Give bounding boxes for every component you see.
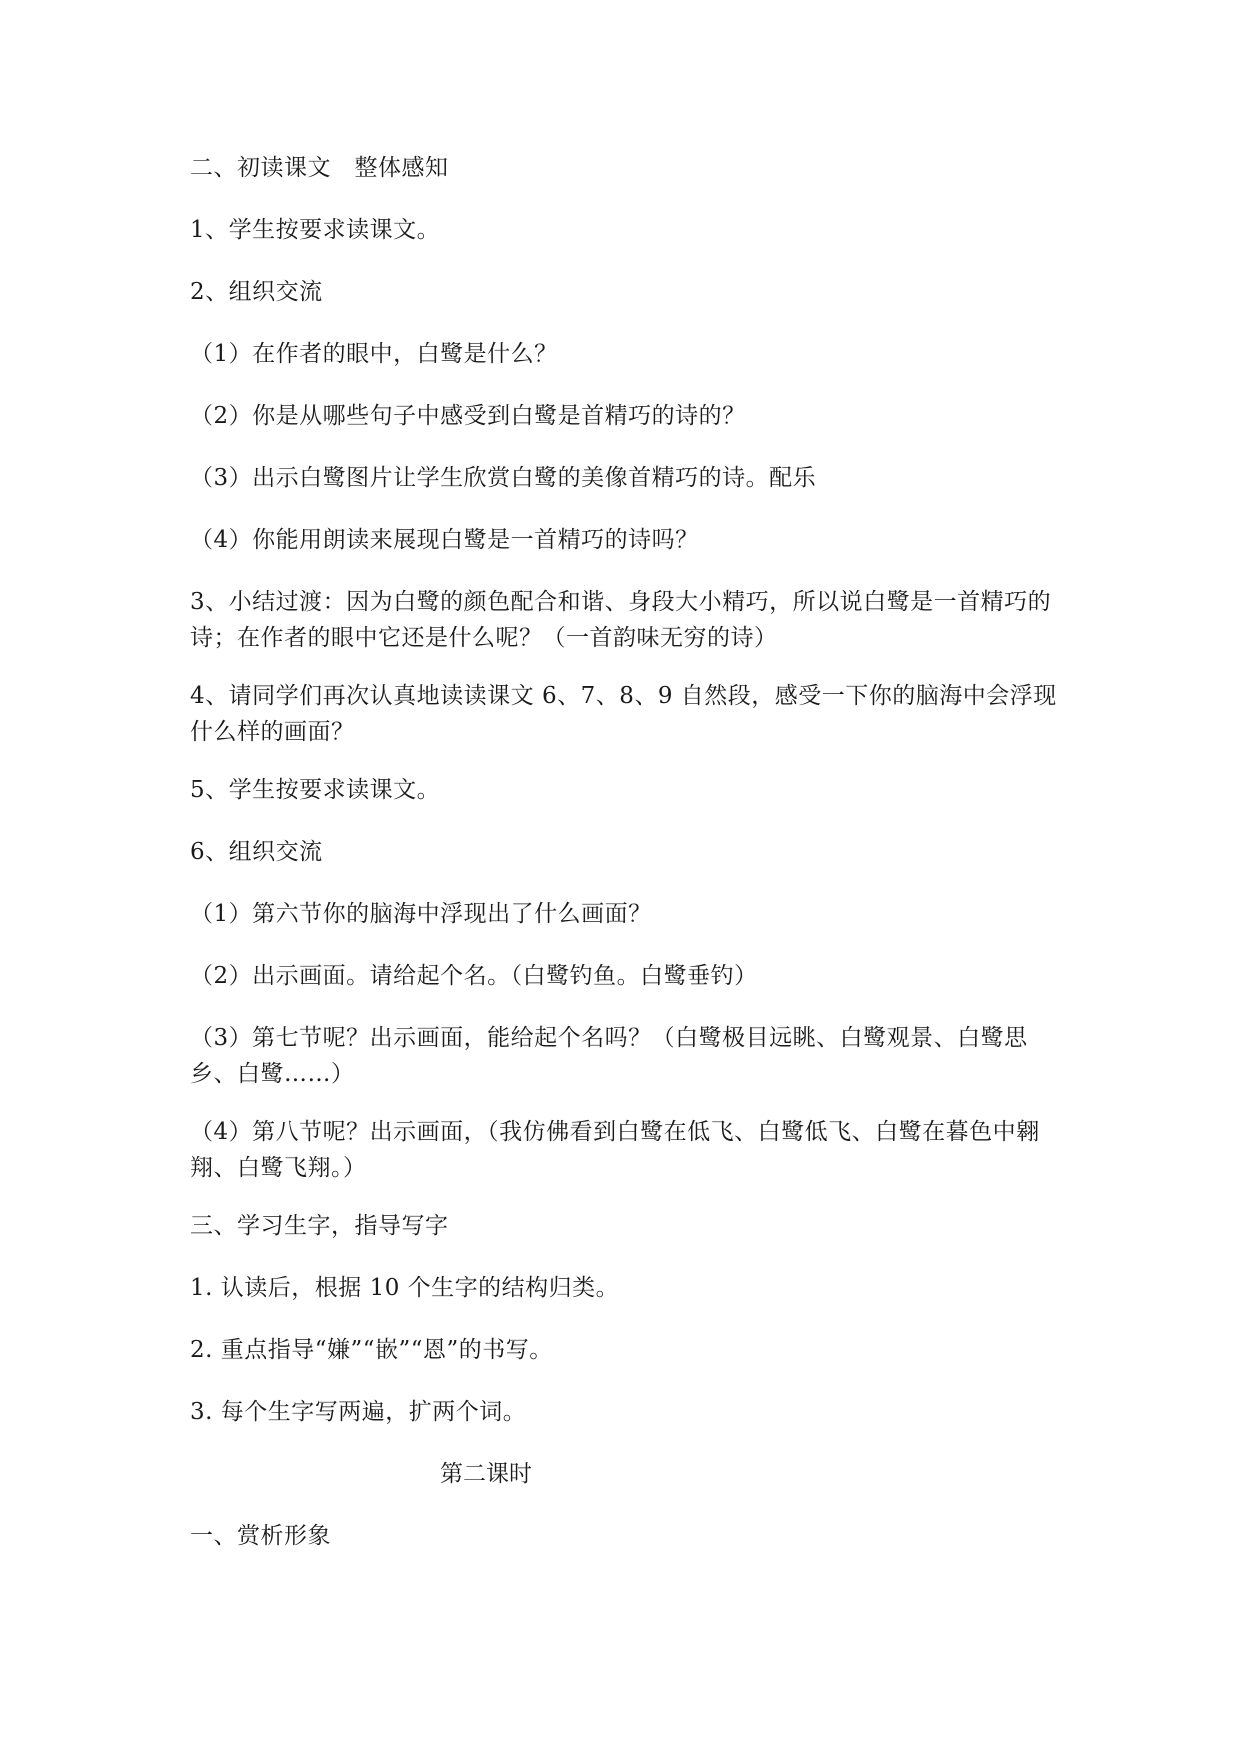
section-heading-2: 二、初读课文 整体感知 bbox=[190, 155, 449, 181]
list-item: （1）在作者的眼中，白鹭是什么？ bbox=[190, 341, 558, 367]
list-item: 3. 每个生字写两遍，扩两个词。 bbox=[190, 1399, 527, 1425]
paragraph: 3、小结过渡：因为白鹭的颜色配合和谐、身段大小精巧，所以说白鹭是一首精巧的诗；在作者的眼中它还是什么呢？（一首韵味无穷的诗） bbox=[190, 589, 1052, 651]
lesson-title: 第二课时 bbox=[440, 1461, 532, 1487]
paragraph: 6、组织交流 bbox=[190, 839, 323, 865]
list-item: （3）出示白鹭图片让学生欣赏白鹭的美像首精巧的诗。配乐 bbox=[190, 465, 817, 491]
list-item: （1）第六节你的脑海中浮现出了什么画面？ bbox=[190, 901, 652, 927]
list-item: 1. 认读后，根据 10 个生字的结构归类。 bbox=[190, 1275, 620, 1301]
paragraph: 2、组织交流 bbox=[190, 279, 323, 305]
list-item: 2. 重点指导“嫌”“嵌”“恩”的书写。 bbox=[190, 1337, 553, 1363]
list-item: （4）你能用朗读来展现白鹭是一首精巧的诗吗？ bbox=[190, 527, 699, 553]
section-heading-3: 三、学习生字，指导写字 bbox=[190, 1213, 449, 1239]
list-item: （2）出示画面。请给起个名。（白鹭钓鱼。白鹭垂钓） bbox=[190, 963, 758, 989]
list-item: （3）第七节呢？出示画面，能给起个名吗？（白鹭极目远眺、白鹭观景、白鹭思乡、白鹭……） bbox=[190, 1025, 1028, 1087]
paragraph: 1、学生按要求读课文。 bbox=[190, 217, 441, 243]
list-item: （4）第八节呢？出示画面，（我仿佛看到白鹭在低飞、白鹭低飞、白鹭在暮色中翱翔、白鹭飞翔。） bbox=[190, 1119, 1040, 1181]
paragraph: 5、学生按要求读课文。 bbox=[190, 777, 441, 803]
list-item: （2）你是从哪些句子中感受到白鹭是首精巧的诗的？ bbox=[190, 403, 746, 429]
section-heading-1: 一、赏析形象 bbox=[190, 1523, 331, 1549]
paragraph: 4、请同学们再次认真地读读课文 6、7、8、9 自然段，感受一下你的脑海中会浮现什么样的画面？ bbox=[190, 683, 1057, 745]
